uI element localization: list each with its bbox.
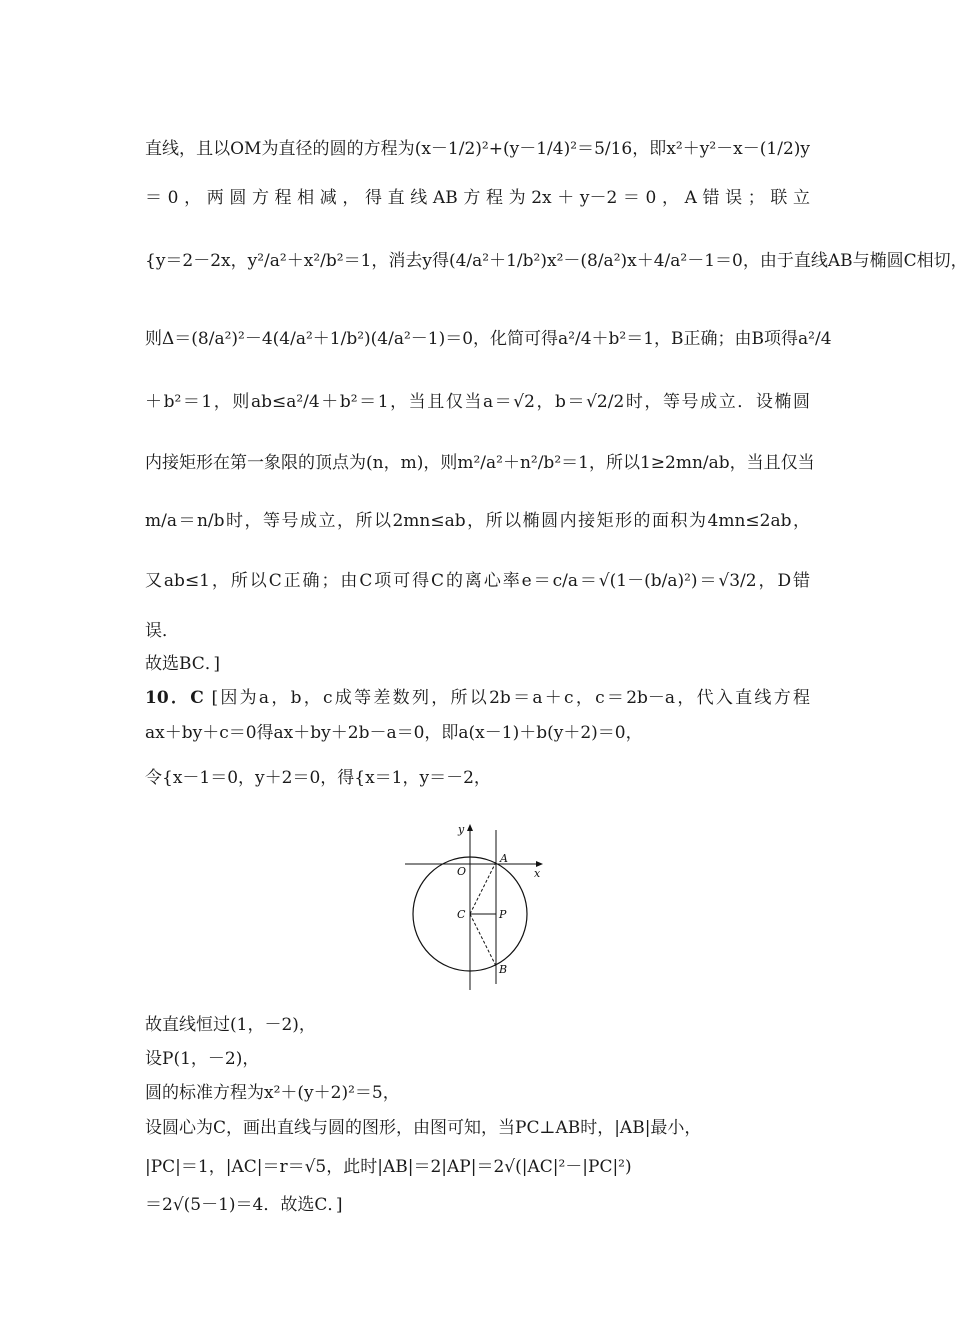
text-line-6: 内接矩形在第一象限的顶点为(n，m)，则m²/a²＋n²/b²＝1，所以1≥2mn/ab，当且仅当 <box>145 453 815 473</box>
text-line-12: ax＋by＋c＝0得ax＋by＋2b－a＝0，即a(x－1)＋b(y＋2)＝0， <box>145 723 643 743</box>
label-P: P <box>499 908 507 921</box>
text-line-14: 故直线恒过(1，－2)， <box>145 1015 316 1035</box>
text-line-4: 则Δ＝(8/a²)²－4(4/a²＋1/b²)(4/a²－1)＝0，化简可得a²/4＋b²＝1，B正确；由B项得a²/4 <box>145 329 832 349</box>
segment-CB <box>470 914 496 966</box>
label-A: A <box>500 852 508 865</box>
label-B: B <box>499 963 508 976</box>
y-axis-arrow <box>467 824 473 831</box>
text-line-1: 直线，且以OM为直径的圆的方程为(x－1/2)²+(y－1/4)²＝5/16，即x²＋y²－x－(1/2)y <box>145 139 810 159</box>
text-line-10: 故选BC．] <box>145 654 220 674</box>
label-x: x <box>534 867 541 880</box>
text-line-17: 设圆心为C，画出直线与圆的图形，由图可知，当PC⊥AB时，|AB|最小， <box>145 1118 702 1138</box>
label-O: O <box>457 865 467 878</box>
text-line-18: |PC|＝1，|AC|＝r＝√5，此时|AB|＝2|AP|＝2√(|AC|²－|PC|²) <box>145 1157 632 1177</box>
text-line-8: 又ab≤1，所以C正确；由C项可得C的离心率e＝c/a＝√(1－(b/a)²)＝√3/2，D错 <box>145 571 810 591</box>
text-line-3: {y＝2－2x，y²/a²＋x²/b²＝1，消去y得(4/a²＋1/b²)x²－(8/a²)x＋4/a²－1＝0，由于直线AB与椭圆C相切， <box>145 251 968 271</box>
text-line-15: 设P(1，－2)， <box>145 1049 260 1069</box>
question-10-line-1 <box>145 685 810 711</box>
figure-svg <box>405 822 550 990</box>
answer-label: 10．C <box>145 688 204 708</box>
segment-CA <box>470 862 496 914</box>
text-line-2: ＝0，两圆方程相减，得直线AB方程为2x＋y－2＝0，A错误；联立 <box>145 188 810 208</box>
circle-line-figure <box>405 822 550 990</box>
text-line-5: ＋b²＝1，则ab≤a²/4＋b²＝1，当且仅当a＝√2，b＝√2/2时，等号成立．设椭圆 <box>145 392 810 412</box>
text-line-7: m/a＝n/b时，等号成立，所以2mn≤ab，所以椭圆内接矩形的面积为4mn≤2ab， <box>145 511 810 531</box>
text-line-16: 圆的标准方程为x²＋(y＋2)²＝5， <box>145 1083 400 1103</box>
text-line-13: 令{x－1＝0，y＋2＝0，得{x＝1，y＝－2， <box>145 768 491 788</box>
text-line-19: ＝2√(5－1)＝4．故选C．] <box>145 1195 343 1215</box>
question-10-text: [因为a，b，c成等差数列，所以2b＝a＋c，c＝2b－a，代入直线方程 <box>211 688 810 708</box>
text-line-9: 误． <box>145 621 179 641</box>
label-C: C <box>457 908 466 921</box>
label-y: y <box>458 823 465 836</box>
